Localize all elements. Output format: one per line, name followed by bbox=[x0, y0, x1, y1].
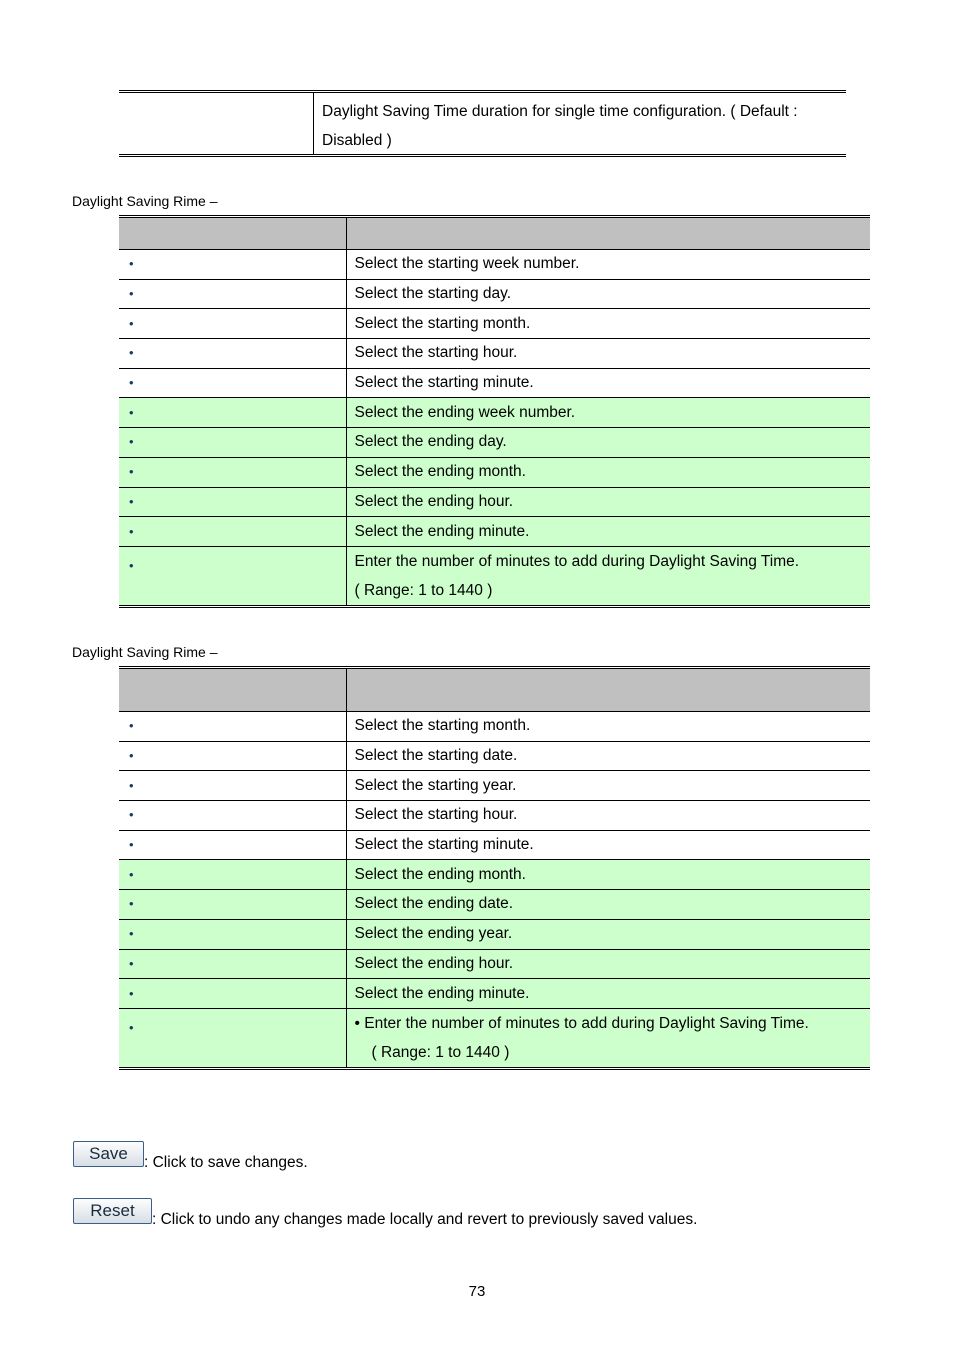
bullet: • bbox=[129, 315, 134, 331]
row-description-line2: ( Range: 1 to 1440 ) bbox=[371, 1043, 510, 1061]
row-description: Select the starting hour. bbox=[346, 339, 870, 369]
reset-button[interactable]: Reset bbox=[73, 1198, 152, 1224]
top-table-description: Daylight Saving Time duration for single time configuration. ( Default : Disabled ) bbox=[322, 103, 798, 149]
row-description bbox=[346, 546, 870, 606]
bullet: • bbox=[129, 718, 134, 734]
table-row bbox=[119, 830, 870, 860]
table-row bbox=[119, 919, 870, 949]
bullet: • bbox=[129, 837, 134, 853]
bullet: • bbox=[129, 493, 134, 509]
table-row bbox=[119, 801, 870, 831]
header-description-cell bbox=[346, 668, 870, 712]
section1-title: Daylight Saving Rime – bbox=[72, 193, 218, 209]
bullet: • bbox=[129, 557, 134, 573]
row-description: Select the starting month. bbox=[346, 712, 870, 742]
table-row bbox=[119, 339, 870, 369]
row-description: Select the starting date. bbox=[346, 741, 870, 771]
header-description-cell bbox=[346, 217, 870, 250]
table-row bbox=[119, 979, 870, 1009]
row-description: Select the ending day. bbox=[346, 428, 870, 458]
row-description: Select the starting month. bbox=[346, 309, 870, 339]
table-row bbox=[119, 546, 870, 606]
row-description: Select the starting minute. bbox=[346, 368, 870, 398]
table-row bbox=[119, 771, 870, 801]
bullet: • bbox=[129, 866, 134, 882]
bullet: • bbox=[129, 985, 134, 1001]
page-number: 73 bbox=[468, 1283, 486, 1300]
table-row bbox=[119, 428, 870, 458]
table-row bbox=[119, 890, 870, 920]
row-description: Select the ending hour. bbox=[346, 949, 870, 979]
table-row bbox=[119, 1008, 870, 1068]
row-description: Select the ending month. bbox=[346, 860, 870, 890]
table-row bbox=[119, 517, 870, 547]
bullet: • bbox=[129, 345, 134, 361]
row-description: Select the starting hour. bbox=[346, 801, 870, 831]
table-row bbox=[119, 279, 870, 309]
row-description: Select the ending month. bbox=[346, 457, 870, 487]
section2-table bbox=[119, 666, 870, 1070]
bullet: • bbox=[129, 404, 134, 420]
bullet: • bbox=[129, 286, 134, 302]
bullet: • bbox=[129, 434, 134, 450]
row-description: Select the ending minute. bbox=[346, 979, 870, 1009]
section1-table bbox=[119, 215, 870, 608]
bullet: • bbox=[129, 955, 134, 971]
table-row bbox=[119, 712, 870, 742]
reset-description: : Click to undo any changes made locally and revert to previously saved values. bbox=[152, 1211, 698, 1228]
table-row bbox=[119, 457, 870, 487]
bullet: • bbox=[129, 807, 134, 823]
top-table-object-cell bbox=[119, 93, 314, 154]
row-description: Select the ending year. bbox=[346, 919, 870, 949]
row-description: Select the starting week number. bbox=[346, 250, 870, 280]
row-description: Select the starting day. bbox=[346, 279, 870, 309]
row-description: Select the starting minute. bbox=[346, 830, 870, 860]
table-row bbox=[119, 368, 870, 398]
section2-title: Daylight Saving Rime – bbox=[72, 644, 218, 660]
table-row bbox=[119, 949, 870, 979]
bullet: • bbox=[129, 375, 134, 391]
row-description: Select the starting year. bbox=[346, 771, 870, 801]
bullet: • bbox=[129, 1019, 134, 1035]
save-button[interactable]: Save bbox=[73, 1141, 144, 1167]
row-description-line2: ( Range: 1 to 1440 ) bbox=[354, 581, 493, 599]
bullet: • bbox=[129, 464, 134, 480]
row-description: Select the ending date. bbox=[346, 890, 870, 920]
table-row bbox=[119, 398, 870, 428]
table-header-row bbox=[119, 668, 870, 712]
bullet: • bbox=[129, 896, 134, 912]
header-object-cell bbox=[119, 217, 346, 250]
row-description: Select the ending week number. bbox=[346, 398, 870, 428]
row-description-line1: • Enter the number of minutes to add during Daylight Saving Time. bbox=[354, 1014, 809, 1032]
table-row bbox=[119, 860, 870, 890]
table-row bbox=[119, 487, 870, 517]
bullet: • bbox=[129, 926, 134, 942]
header-object-cell bbox=[119, 668, 346, 712]
bullet: • bbox=[129, 748, 134, 764]
row-description: Select the ending minute. bbox=[346, 517, 870, 547]
row-description-line1: Enter the number of minutes to add during Daylight Saving Time. bbox=[354, 552, 800, 570]
row-description: Select the ending hour. bbox=[346, 487, 870, 517]
table-row bbox=[119, 741, 870, 771]
top-table bbox=[119, 90, 846, 157]
table-row bbox=[119, 309, 870, 339]
bullet: • bbox=[129, 777, 134, 793]
table-row bbox=[119, 250, 870, 280]
bullet: • bbox=[129, 256, 134, 272]
row-description bbox=[346, 1008, 870, 1068]
save-description: : Click to save changes. bbox=[144, 1154, 308, 1171]
table-header-row bbox=[119, 217, 870, 250]
bullet: • bbox=[129, 523, 134, 539]
